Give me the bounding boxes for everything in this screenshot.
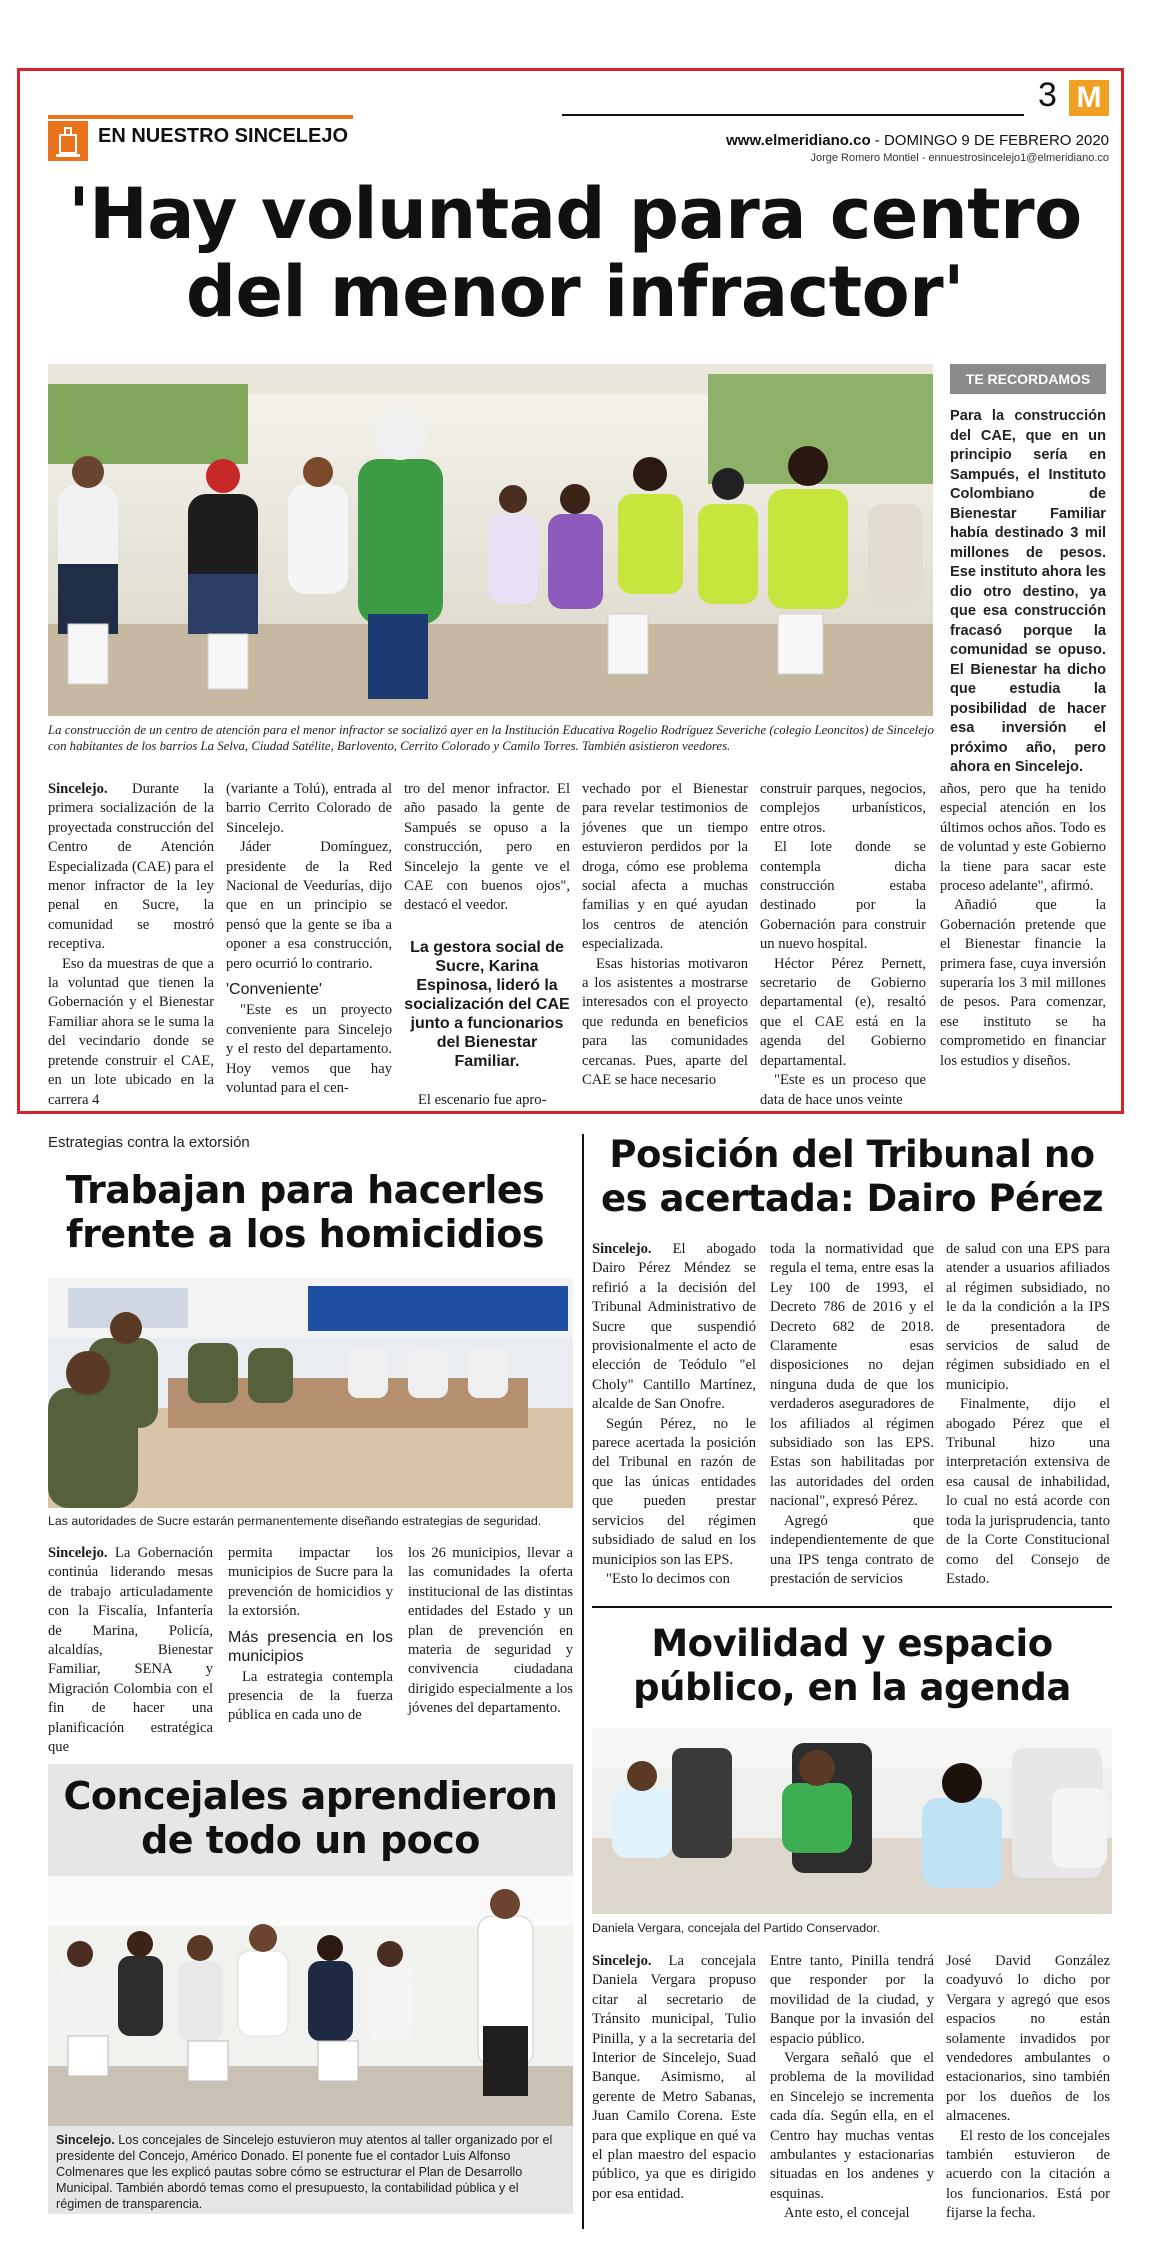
homicidios-photo-caption: Las autoridades de Sucre estarán permanentemente diseñando estrategias de seguridad.	[48, 1514, 542, 1528]
byline: Jorge Romero Montiel - ennuestrosincelejo1@elmeridiano.co	[810, 152, 1109, 164]
homicidios-photo	[48, 1278, 573, 1508]
main-col-5	[760, 780, 926, 1110]
header-rule	[562, 114, 1024, 116]
homicidios-lead: Sincelejo.	[48, 1545, 108, 1561]
movilidad-col2-p1: Entre tanto, Pinilla tendrá que responder por la movilidad de la ciudad, y Banque por la invasión del espacio público.	[770, 1953, 934, 2047]
homicidios-col-1	[48, 1544, 213, 1757]
pull-quote: La gestora social de Sucre, Karina Espinosa, lideró la socialización del CAE junto a funcionarios del Bienestar Familiar.	[404, 938, 570, 1070]
issue-date: - DOMINGO 9 DE FEBRERO 2020	[870, 132, 1109, 149]
homicidios-col-2	[228, 1544, 393, 1726]
tribunal-headline	[592, 1133, 1112, 1221]
main-subhead-conveniente: 'Conveniente'	[226, 981, 322, 999]
movilidad-col3-p1: José David González coadyuvó lo dicho por Vergara y agregó que esos espacios no están solamente invadidos por vendedores ambulantes o estacionarios, sino también por los dueños de los almacenes.	[946, 1953, 1110, 2125]
movilidad-col2-p2: Vergara señaló que el problema de la movilidad en Sincelejo se incrementa cada día. Según ella, en el Centro hay muchas ventas ambulantes y estacionarias situadas en los andenes y esquinas.	[770, 2050, 934, 2202]
homicidios-headline-line2: frente a los homicidios	[66, 1212, 544, 1256]
tribunal-col3-p1: de salud con una EPS para atender a usuarios afiliados al régimen subsidiado, no le da la condición a la IPS de presentadora de servicios de salud de régimen subsidiado en el municipio.	[946, 1241, 1110, 1393]
main-col-4	[582, 780, 748, 1091]
homicidios-subhead: Más presencia en los municipios	[228, 1628, 393, 1665]
tribunal-col2-p1: toda la normatividad que regula el tema, entre esas la Ley 100 de 1993, el Decreto 786 de 2016 y el Decreto 682 de 2018. Claramente esas disposiciones no dejan ninguna duda de que los verdaderos aseguradores de los afiliados al régimen subsidiado son las EPS. Estas son habilitadas por las autoridades del orden nacional", expresó Pérez.	[770, 1241, 934, 1510]
section-title: EN NUESTRO SINCELEJO	[98, 125, 349, 147]
movilidad-col-1	[592, 1952, 756, 2204]
movilidad-headline	[592, 1622, 1112, 1710]
tribunal-col3-p2: Finalmente, dijo el abogado Pérez que el Tribunal hizo una interpretación extensiva de esa causal de inhabilidad, lo cual no está acorde con toda la jurisprudencia, tanto de la Corte Constitucional como del Consejo de Estado.	[946, 1396, 1110, 1587]
concejales-photo	[48, 1876, 573, 2126]
tribunal-col-3	[946, 1240, 1110, 1589]
main-photo	[48, 364, 933, 716]
homicidios-col1-p1: La Gobernación continúa liderando mesas de trabajo articuladamente con la Fiscalía, Infantería de Marina, Policía, alcaldías, Bienestar Familiar, SENA y Migración Colombia con el fin de hacer una planificación estratégica que	[48, 1545, 213, 1756]
site-url: www.elmeridiano.co	[726, 132, 871, 149]
section-icon	[48, 121, 88, 161]
movilidad-col3-p2: El resto de los concejales también estuvieron de acuerdo con la citación a los funcionarios. Está por fijarse la fecha.	[946, 2127, 1110, 2222]
main-col3-p2: El escenario fue apro-	[418, 1091, 547, 1108]
main-col1-p1: Durante la primera socialización de la proyectada construcción del Centro de Atención Especializada (CAE) para el menor infractor de la ley penal en Sucre, la comunidad se mostró receptiva.	[48, 781, 214, 953]
main-headline	[30, 175, 1120, 331]
brand-logo-letter: M	[1076, 81, 1102, 114]
movilidad-photo-caption: Daniela Vergara, concejala del Partido Conservador.	[592, 1921, 880, 1935]
tribunal-col2-p2: Agregó que independientemente de que una IPS tenga contrato de prestación de servicios	[770, 1512, 934, 1587]
main-col-6	[940, 780, 1106, 1071]
section-bar	[48, 115, 353, 119]
concejales-headline-line1: Concejales aprendieron	[63, 1774, 558, 1818]
main-photo-caption: La construcción de un centro de atención para el menor infractor se socializó ayer en la Institución Educativa Rogelio Rodríguez Severiche (colegio Leoncitos) de Sincelejo con habitantes de los barrios La Selva, Ciudad Satélite, Barlovento, Cerrito Colorado y Camilo Torres. También asistieron veedores.	[48, 723, 934, 754]
main-headline-line1: 'Hay voluntad para centro	[68, 173, 1082, 255]
concejales-caption-text: Los concejales de Sincelejo estuvieron muy atentos al taller organizado por el presidente del Concejo, Américo Donado. El ponente fue el contador Luis Alfonso Colmenares que les explicó pautas sobre cómo se estructurar el Plan de Desarrollo Municipal. También abordó temas como el presupuesto, la contabilidad pública y el régimen de transparencia.	[56, 2133, 553, 2211]
movilidad-photo	[592, 1728, 1112, 1914]
sidebar-text: Para la construcción del CAE, que en un principio sería en Sampués, el Instituto Colombiano de Bienestar Familiar había destinado 3 mil millones de pesos. Ese instituto ahora les dio otro destino, ya que esa construcción fracasó porque la comunidad se opuso. El Bienestar ha dicho que estudia la posibilidad de hacer esa inversión el próximo año, pero ahora en Sincelejo.	[950, 408, 1106, 775]
tribunal-col1-p3: "Esto lo decimos con	[606, 1570, 730, 1587]
movilidad-lead: Sincelejo.	[592, 1953, 652, 1969]
header-dateline	[726, 132, 1109, 149]
movilidad-col-3	[946, 1952, 1110, 2224]
city-icon	[48, 121, 88, 161]
community-meeting-photo	[48, 364, 933, 716]
homicidios-headline-line1: Trabajan para hacerles	[65, 1168, 545, 1212]
tribunal-col-2	[770, 1240, 934, 1589]
main-col5-p3: Héctor Pérez Pernett, secretario de Gobierno departamental (e), resaltó que el CAE está en la agenda del Gobierno departamental.	[760, 955, 926, 1069]
main-col6-p2: Añadió que la Gobernación pretende que el Bienestar financie la primera fase, cuya inversión superaría los 3 mil millones de pesos. Para comenzar, ese instituto se ha comprometido en financiar los estudios y diseños.	[940, 897, 1106, 1069]
main-col5-p4: "Este es un proceso que data de hace unos veinte	[760, 1072, 926, 1108]
tribunal-headline-line2: es acertada: Dairo Pérez	[600, 1177, 1104, 1220]
security-meeting-photo	[48, 1278, 573, 1508]
concejales-lead: Sincelejo.	[56, 2133, 115, 2147]
movilidad-col2-p3: Ante esto, el concejal	[784, 2205, 910, 2222]
homicidios-col2-p2: La estrategia contempla presencia de la fuerza pública en cada uno de	[228, 1668, 393, 1724]
homicidios-col3-p1: los 26 municipios, llevar a las comunidades la oferta institucional de las distintas entidades del Estado y un plan de prevención en materia de seguridad y convivencia ciudadana dirigido especialmente a los jóvenes del departamento.	[408, 1545, 573, 1717]
workshop-photo	[48, 1876, 573, 2126]
main-col2-p1: (variante a Tolú), entrada al barrio Cerrito Colorado de Sincelejo.	[226, 781, 392, 836]
council-session-photo	[592, 1728, 1112, 1914]
sidebar-title: TE RECORDAMOS	[950, 364, 1106, 394]
movilidad-headline-line1: Movilidad y espacio	[651, 1622, 1053, 1665]
main-col-2	[226, 780, 392, 1099]
main-col4-p2: Esas historias motivaron a los asistentes a mostrarse interesados con el proyecto que redunda en beneficios para las comunidades cercanas. Pues, aparte del CAE se hace necesario	[582, 955, 748, 1089]
movilidad-col1-p1: La concejala Daniela Vergara propuso citar al secretario de Tránsito municipal, Tulio Pinilla, y a la secretaria del Interior de Sincelejo, Suad Banque. Asimismo, al gerente de Metro Sabanas, Juan Camilo Corena. Este para que explique en qué va el plan maestro del espacio público, ya que es dirigido por esa entidad.	[592, 1953, 756, 2202]
tribunal-col1-p1: El abogado Dairo Pérez Méndez se refirió a la decisión del Tribunal Administrativo de Sucre que suspendió provisionalmente el acto de elección de Teódulo "el Choly" Cantillo Martínez, alcalde de San Onofre.	[592, 1241, 756, 1413]
movilidad-headline-line2: público, en la agenda	[633, 1666, 1071, 1709]
homicidios-kicker: Estrategias contra la extorsión	[48, 1134, 250, 1151]
homicidios-col2-p1: permita impactar los municipios de Sucre para la prevención de homicidios y la extorsión.	[228, 1545, 393, 1620]
tribunal-rule	[592, 1606, 1112, 1608]
main-col-1	[48, 780, 214, 1110]
main-col5-p1: construir parques, negocios, complejos urbanísticos, entre otros.	[760, 781, 926, 836]
concejales-caption	[56, 2132, 566, 2212]
main-col3-p1: tro del menor infractor. El año pasado la gente de Sampués se opuso a la construcción, pero en Sincelejo la gente ve el CAE con buenos ojos", destacó el veedor.	[404, 781, 570, 914]
main-col-3	[404, 780, 570, 1110]
homicidios-col-3	[408, 1544, 573, 1719]
main-col1-p2: Eso da muestras de que a la voluntad que tienen la Gobernación y el Bienestar Familiar ahora se le suma la del vecindario donde se pretende construir el CAE, en un lote ubicado en la carrera 4	[48, 955, 214, 1108]
tribunal-col-1	[592, 1240, 756, 1589]
page-number: 3	[1038, 76, 1057, 114]
concejales-headline	[48, 1774, 573, 1862]
brand-logo	[1069, 80, 1109, 116]
tribunal-col1-p2: Según Pérez, no le parece acertada la posición del Tribunal en razón de que las únicas entidades que pueden prestar servicios del régimen subsidiado de salud en los municipios son las EPS.	[592, 1415, 756, 1568]
homicidios-headline	[40, 1168, 570, 1256]
main-col4-p1: vechado por el Bienestar para revelar testimonios de jóvenes que un tiempo estuvieron perdidos por la droga, cómo ese problema social afecta a muchas familias y en qué ayudan los centros de atención especializada.	[582, 781, 748, 953]
tribunal-lead: Sincelejo.	[592, 1241, 652, 1257]
main-col2-p2: Jáder Domínguez, presidente de la Red Nacional de Veedurías, dijo que en un principio se pensó que la gente se iba a oponer a esa construcción, pero ocurrió lo contrario.	[226, 839, 392, 972]
concejales-headline-line2: de todo un poco	[141, 1818, 480, 1862]
main-col6-p1: años, pero que ha tenido especial atención en los últimos ochos años. Todo es de voluntad y este Gobierno la tiene para sacar este proceso adelante", afirmó.	[940, 781, 1106, 895]
main-col2-p3: "Este es un proyecto conveniente para Sincelejo y el resto del departamento. Hoy vemos que hay voluntad para el cen-	[226, 1002, 392, 1097]
main-col5-p2: El lote donde se contempla dicha construcción estaba destinado por la Gobernación para construir un nuevo hospital.	[760, 839, 926, 953]
column-divider	[582, 1134, 584, 2229]
movilidad-col-2	[770, 1952, 934, 2224]
main-lead: Sincelejo.	[48, 781, 108, 797]
tribunal-headline-line1: Posición del Tribunal no	[609, 1133, 1095, 1176]
main-headline-line2: del menor infractor'	[185, 251, 965, 333]
